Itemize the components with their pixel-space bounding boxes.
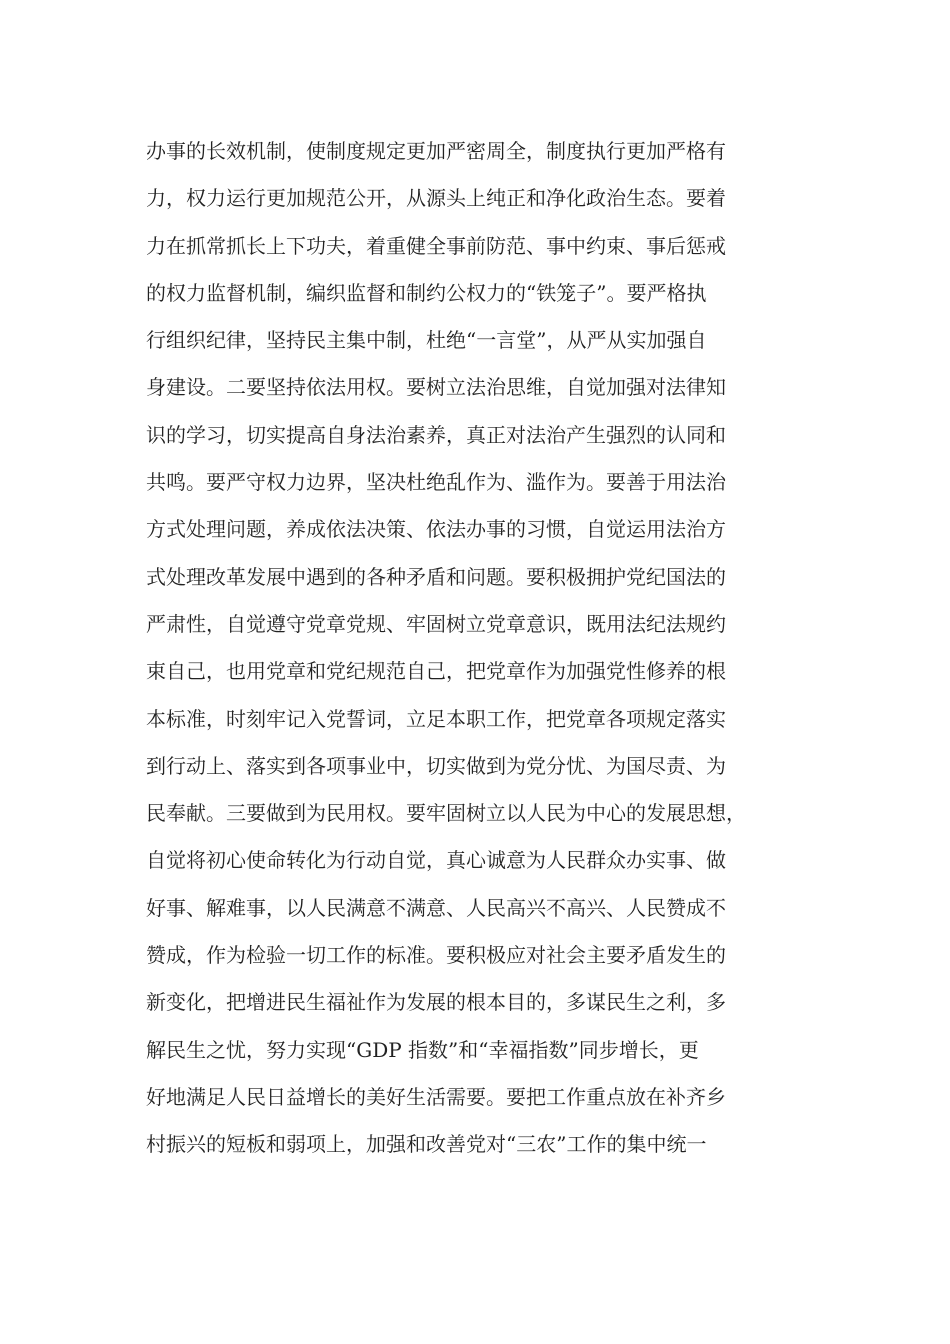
text-line: 的权力监督机制，编织监督和制约公权力的“铁笼子”。要严格执 xyxy=(146,280,707,305)
text-line: 方式处理问题，养成依法决策、依法办事的习惯，自觉运用法治方 xyxy=(146,517,726,542)
text-line: 好事、解难事，以人民满意不满意、人民高兴不高兴、人民赞成不 xyxy=(146,895,726,920)
text-line: 束自己，也用党章和党纪规范自己，把党章作为加强党性修养的根 xyxy=(146,659,726,684)
text-line: 民奉献。三要做到为民用权。要牢固树立以人民为中心的发展思想， xyxy=(146,801,746,826)
text-line: 解民生之忧，努力实现“GDP 指数”和“幸福指数”同步增长，更 xyxy=(146,1037,699,1062)
text-line: 身建设。二要坚持依法用权。要树立法治思维，自觉加强对法律知 xyxy=(146,375,726,400)
text-line: 共鸣。要严守权力边界，坚决杜绝乱作为、滥作为。要善于用法治 xyxy=(146,470,726,495)
text-line: 本标准，时刻牢记入党誓词，立足本职工作，把党章各项规定落实 xyxy=(146,706,726,731)
text-line: 式处理改革发展中遇到的各种矛盾和问题。要积极拥护党纪国法的 xyxy=(146,564,726,589)
text-line: 力在抓常抓长上下功夫，着重健全事前防范、事中约束、事后惩戒 xyxy=(146,233,726,258)
text-line: 新变化，把增进民生福祉作为发展的根本目的，多谋民生之利，多 xyxy=(146,990,726,1015)
text-line: 严肃性，自觉遵守党章党规、牢固树立党章意识，既用法纪法规约 xyxy=(146,611,726,636)
text-line: 办事的长效机制，使制度规定更加严密周全，制度执行更加严格有 xyxy=(146,139,726,163)
text-line: 村振兴的短板和弱项上，加强和改善党对“三农”工作的集中统一 xyxy=(146,1132,707,1157)
text-line: 好地满足人民日益增长的美好生活需要。要把工作重点放在补齐乡 xyxy=(146,1084,726,1109)
text-line: 行组织纪律，坚持民主集中制，杜绝“一言堂”，从严从实加强自 xyxy=(146,328,707,353)
body-text xyxy=(146,128,806,1169)
text-line: 到行动上、落实到各项事业中，切实做到为党分忧、为国尽责、为 xyxy=(146,753,726,778)
text-line: 赞成，作为检验一切工作的标准。要积极应对社会主要矛盾发生的 xyxy=(146,943,726,968)
text-line: 力，权力运行更加规范公开，从源头上纯正和净化政治生态。要着 xyxy=(146,186,726,211)
text-line: 自觉将初心使命转化为行动自觉，真心诚意为人民群众办实事、做 xyxy=(146,848,726,873)
text-line: 识的学习，切实提高自身法治素养，真正对法治产生强烈的认同和 xyxy=(146,422,726,447)
